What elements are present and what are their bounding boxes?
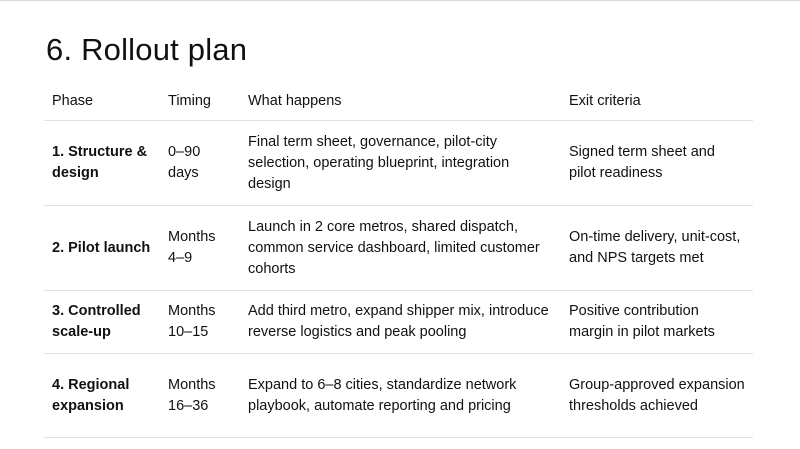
cell-phase: 2. Pilot launch [44,206,160,291]
cell-what-happens: Launch in 2 core metros, shared dispatch, common service dashboard, limited customer cohorts [240,206,561,291]
cell-exit-criteria: Positive contribution margin in pilot markets [561,291,753,354]
table-header-row [44,83,753,121]
header-exit-criteria: Exit criteria [561,83,753,121]
table-row [44,354,753,438]
header-what-happens: What happens [240,83,561,121]
slide-title: 6. Rollout plan [46,32,248,67]
cell-what-happens: Add third metro, expand shipper mix, introduce reverse logistics and peak pooling [240,291,561,354]
header-timing: Timing [160,83,240,121]
cell-what-happens: Expand to 6–8 cities, standardize network playbook, automate reporting and pricing [240,354,561,438]
cell-exit-criteria: Group-approved expansion thresholds achieved [561,354,753,438]
cell-exit-criteria: Signed term sheet and pilot readiness [561,121,753,206]
table-row [44,121,753,206]
cell-phase: 1. Structure & design [44,121,160,206]
cell-timing: Months 16–36 [160,354,240,438]
table-row [44,206,753,291]
table-row [44,291,753,354]
cell-timing: Months 10–15 [160,291,240,354]
cell-timing: 0–90 days [160,121,240,206]
header-phase: Phase [44,83,160,121]
cell-what-happens: Final term sheet, governance, pilot-city selection, operating blueprint, integration design [240,121,561,206]
cell-phase: 4. Regional expansion [44,354,160,438]
cell-timing: Months 4–9 [160,206,240,291]
rollout-plan-table [44,83,753,438]
cell-phase: 3. Controlled scale-up [44,291,160,354]
cell-exit-criteria: On-time delivery, unit-cost, and NPS targets met [561,206,753,291]
